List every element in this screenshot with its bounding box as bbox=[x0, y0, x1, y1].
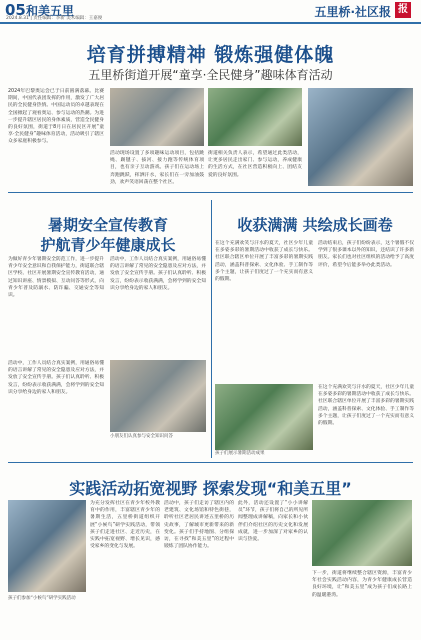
lead-body-left: 2024年巴黎奥运会已于日前圆满落幕。比赛期间，中国代表团发挥的作用，激发了广大居民的全民健身热情。中国运动员的卓越表现在全国掀起了观看奥运、参与运动的热潮。为进一步提升辖区居民的身体素质，营造全民健身的良好氛围，街道于8月日在居民区开展“童享·全民健身”趣味体育活动，活动吸引了辖区众多家庭积极参与。 bbox=[8, 89, 104, 145]
bottom-col-2: 活动中，孩子们走访了辖区内的老建筑、文化场馆和特色街巷，聆听社区老居民讲述五里桥的历史故事，了解城市更新带来的新变化。孩子们手持地图、分组探访，在寻找“和美五里”的过程中锻炼了团队协作能力。 bbox=[164, 501, 234, 550]
bottom-col-3: 此外，活动还设置了“小小讲解员”环节，孩子们将自己的所见所闻整理成讲解稿，向家长和小伙伴们介绍社区的历史文化和发展成就，进一步加深了对家乡的认识与热爱。 bbox=[238, 501, 308, 543]
lead-body-right: 街道相关负责人表示，希望通过此类活动，让更多居民走出家门、参与运动，养成健康的生活方式，在社区营造积极向上、团结友爱的良好氛围。 bbox=[208, 151, 302, 178]
divider bbox=[8, 192, 413, 193]
lead-headline: 培育拼搏精神 锻炼强健体魄 bbox=[86, 44, 335, 66]
lead-photo-1 bbox=[110, 88, 204, 146]
lead-body-mid: 活动现场设置了多项趣味运动项目，包括跳绳、踢毽子、拔河、接力跑等传统体育项目，也有亲子互动游戏。孩子们在运动场上奔跑跳跃，挥洒汗水，家长们在一旁加油鼓劲，欢声笑语回荡在整个社区。 bbox=[110, 151, 204, 185]
left-photo bbox=[110, 360, 206, 432]
lead-subheadline: 五里桥街道开展“童享·全民健身”趣味体育活动 bbox=[88, 68, 333, 82]
bottom-col-4: 下一步，街道将继续整合辖区资源，丰富青少年社会实践活动内容，为青少年健康成长营造良好环境，让“和美五里”成为孩子们成长路上的温暖港湾。 bbox=[312, 571, 412, 598]
column-divider bbox=[211, 200, 212, 458]
left-body-bottom: 活动中，工作人员结合真实案例，用通俗易懂的语言讲解了常见的安全隐患及应对方法，并发放了安全宣传手册。孩子们认真聆听、积极发言，纷纷表示收获满满，会将学到的安全知识分享给身边的家人和朋友。 bbox=[110, 257, 206, 291]
left-headline-2: 护航青少年健康成长 bbox=[40, 236, 176, 254]
right-photo-caption: 孩子们展示暑期活动成果 bbox=[215, 451, 265, 456]
left-body-top: 为做好青少年暑期安全防范工作，进一步提升青少年安全意识和自我保护能力，街道联合辖区学校、社区开展暑期安全宣传教育活动，通过知识讲座、情景模拟、互动问答等形式，向青少年普及防溺水、防诈骗、交通安全等知识。 bbox=[8, 257, 104, 299]
lead-photo-2 bbox=[208, 88, 302, 146]
right-photo bbox=[215, 384, 313, 450]
page-header bbox=[0, 0, 421, 24]
bottom-col-1: 为充分发挥社区在青少年校外教育中的作用，丰富辖区青少年的暑期生活，五里桥街道组织开展“小候鸟”研学实践活动，带领孩子们走进社区、走近历史，在实践中拓宽视野、增长见识，感受家乡的变化与发展。 bbox=[90, 501, 160, 550]
left-body-extra: 活动中，工作人员结合真实案例，用通俗易懂的语言讲解了常见的安全隐患及应对方法，并发放了安全宣传手册。孩子们认真聆听、积极发言，纷纷表示收获满满，会将学到的安全知识分享给身边的家人和朋友。 bbox=[8, 361, 104, 395]
bottom-photo-caption: 孩子们参加“小候鸟”研学实践活动 bbox=[8, 596, 76, 601]
right-body-bottom: 活动结束后，孩子们纷纷表示，这个暑假不仅学到了很多课本以外的知识，还结识了许多新朋友。家长们也对社区组织的活动给予了高度评价，希望今后能多举办此类活动。 bbox=[318, 241, 414, 268]
lead-photo-3 bbox=[308, 88, 413, 186]
masthead: 五里桥·社区报 bbox=[314, 5, 391, 19]
masthead-logo: 报 bbox=[395, 2, 411, 18]
dateline: 2024.8.31 | 责任编辑：李新 美术编辑：王嘉俊 bbox=[6, 16, 103, 21]
right-headline: 收获满满 共绘成长画卷 bbox=[237, 216, 393, 234]
section-title: 和美五里 bbox=[26, 4, 75, 18]
bottom-photo-2 bbox=[312, 500, 412, 566]
right-body-top: 在这个充满欢笑与汗水的夏天，社区少年儿童在多姿多彩的暑期活动中收获了成长与快乐。社区联合辖区单位开展了丰富多彩的暑期实践活动，涵盖科普探索、文化体验、手工制作等多个主题，让孩子们度过了一个充实而有意义的假期。 bbox=[215, 241, 313, 283]
divider-2 bbox=[8, 462, 413, 463]
right-body-extra: 在这个充满欢笑与汗水的夏天，社区少年儿童在多姿多彩的暑期活动中收获了成长与快乐。社区联合辖区单位开展了丰富多彩的暑期实践活动，涵盖科普探索、文化体验、手工制作等多个主题，让孩子们度过了一个充实而有意义的假期。 bbox=[318, 385, 414, 427]
bottom-headline: 实践活动拓宽视野 探索发现“和美五里” bbox=[69, 479, 352, 498]
page-number: 05 bbox=[5, 1, 26, 19]
left-headline-1: 暑期安全宣传教育 bbox=[47, 216, 168, 234]
bottom-photo-1 bbox=[8, 500, 86, 592]
left-photo-caption: 小朋友们认真参与安全知识问答 bbox=[110, 434, 173, 439]
